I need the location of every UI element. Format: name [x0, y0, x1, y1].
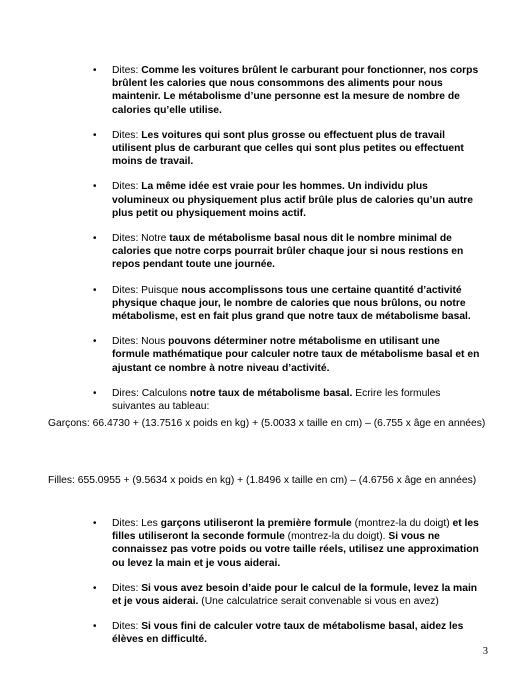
- list-item: [92, 620, 480, 646]
- bold-text: Comme les voitures brûlent le carburant pour fonctionner, nos corps brûlent les calories que nous consommons des aliments pour nous maintenir. Le métabolisme d’une personne est la mesure de nombre de calories qu’elle utilise.: [112, 65, 479, 116]
- regular-text: Dites: Nous: [112, 336, 169, 348]
- list-item: [92, 129, 480, 169]
- regular-text: Dites:: [112, 181, 142, 193]
- bold-text: Si vous avez besoin d’aide pour le calcul de la formule, levez la main et je vous aiderai.: [112, 582, 478, 608]
- regular-text: Dites:: [112, 582, 142, 594]
- formula-boys: Garçons: 66.4730 + (13.7516 x poids en kg) + (5.0033 x taille en cm) – (6.755 x âge en années): [48, 418, 486, 429]
- regular-text: Dites:: [112, 129, 142, 141]
- bold-text: nous accomplissons tous une certaine quantité d’activité physique chaque jour, le nombre de calories que nous brûlons, ou notre métabolisme, est en fait plus grand que notre taux de métabolisme basal.: [112, 284, 471, 323]
- formula-girls: Filles: 655.0955 + (9.5634 x poids en kg) + (1.8496 x taille en cm) – (4.6756 x âge en années): [48, 475, 477, 486]
- bold-text: taux de métabolisme basal nous dit le nombre minimal de calories que notre corps pourrait brûler chaque jour si nous restions en repos pendant toute une journée.: [112, 233, 464, 271]
- bold-text: Si vous fini de calculer votre taux de métabolisme basal, aidez les élèves en difficulté.: [112, 621, 464, 646]
- list-item: [92, 517, 480, 570]
- list-item: [92, 335, 480, 375]
- regular-text: Dites: Notre: [112, 233, 170, 245]
- list-item: [92, 180, 480, 220]
- regular-text: Dites:: [112, 621, 142, 633]
- regular-text: Dites: Puisque: [112, 284, 182, 296]
- bold-text: pouvons déterminer notre métabolisme en utilisant une formule mathématique pour calculer notre taux de métabolisme basal et en ajustant ce nombre à notre niveau d’activité.: [112, 336, 480, 374]
- regular-text: Dites: Les: [112, 518, 161, 529]
- list-item: [92, 582, 480, 608]
- regular-text: (montrez-la du doigt): [351, 518, 453, 529]
- regular-text: Dites:: [112, 65, 142, 76]
- regular-text: Dires: Calculons: [112, 387, 190, 399]
- bold-text: La même idée est vraie pour les hommes. Un individu plus volumineux ou physiquement plus actif brûle plus de calories qu’un autre plus petit ou physiquement moins actif.: [112, 181, 474, 219]
- instruction-list-2: [92, 517, 480, 647]
- bold-text: Les voitures qui sont plus grosse ou effectuent plus de travail utilisent plus de carburant que celles qui sont plus petites ou effectuent moins de travail.: [112, 129, 464, 168]
- list-item: [92, 284, 480, 324]
- page-number: 3: [482, 646, 488, 657]
- list-item: [92, 64, 480, 117]
- bold-text: garçons utiliseront la première formule: [160, 518, 352, 529]
- regular-text: (Une calculatrice serait convenable si vous en avez): [198, 596, 439, 608]
- bold-text: notre taux de métabolisme basal.: [189, 387, 353, 399]
- list-item: [92, 387, 480, 413]
- regular-text: Ecrire les formules suivantes au tableau:: [112, 387, 441, 413]
- bold-text: Si vous ne connaissez pas votre poids ou votre taille réels, utilisez une approximation ou levez la main et je vous aiderai.: [112, 531, 479, 569]
- list-item: [92, 232, 480, 272]
- instruction-list-1: [92, 64, 480, 413]
- bold-text: et les filles utiliseront la seconde formule: [112, 518, 479, 543]
- regular-text: (montrez-la du doigt).: [284, 531, 389, 543]
